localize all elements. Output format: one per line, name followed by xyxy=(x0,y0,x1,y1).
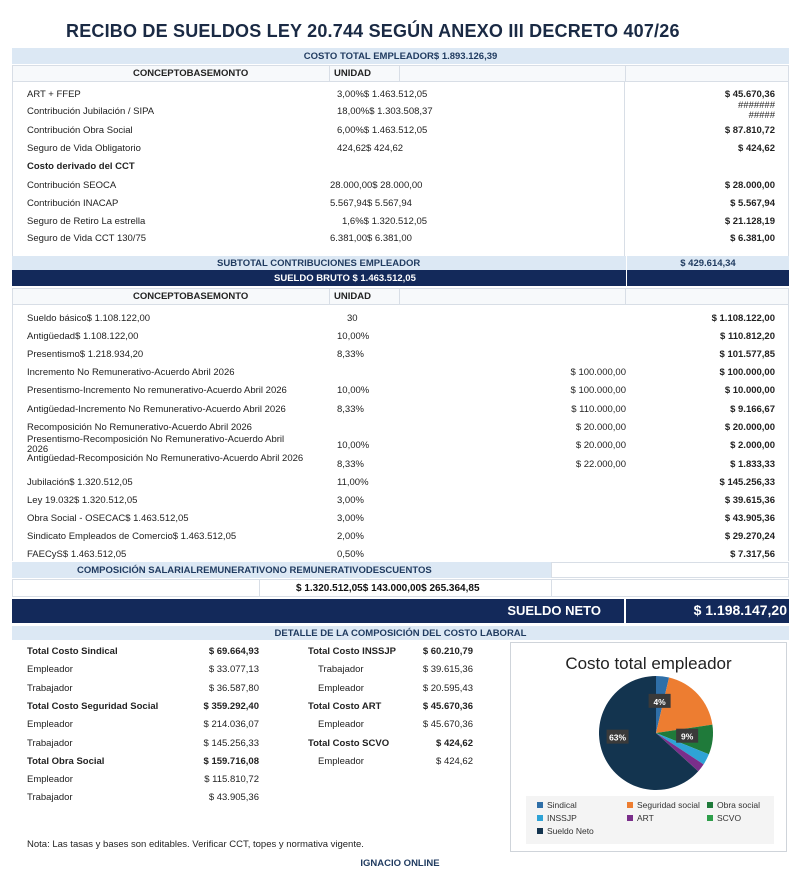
detalle-left-label: Total Costo Seguridad Social xyxy=(27,701,159,712)
detalle-left-label: Trabajador xyxy=(27,738,73,749)
row-concepto: Seguro de Vida CCT 130/75 xyxy=(27,233,147,244)
detalle-left-value: $ 69.664,93 xyxy=(208,646,259,657)
header-unidad-2: UNIDAD xyxy=(334,291,371,302)
legend-swatch xyxy=(707,802,713,808)
row-unidad: 3,00% xyxy=(337,495,364,506)
detalle-mid-value: $ 45.670,36 xyxy=(422,701,473,712)
row-monto: $ 145.256,33 xyxy=(719,477,775,488)
row-base: $ 110.000,00 xyxy=(571,404,626,415)
detalle-left-value: $ 159.716,08 xyxy=(203,756,259,767)
employer-row xyxy=(12,230,789,247)
row-concepto: Presentismo-Incremento No remunerativo-Acuerdo Abril 2026 xyxy=(27,385,287,396)
detalle-mid-label: Total Costo ART xyxy=(308,701,382,712)
legend-item xyxy=(627,813,654,823)
salary-row xyxy=(12,382,789,399)
employer-row xyxy=(12,213,789,230)
header-unidad: UNIDAD xyxy=(334,68,371,79)
detalle-mid-label: Total Costo SCVO xyxy=(308,738,390,749)
row-unidad: 28.000,00$ 28.000,00 xyxy=(330,180,423,191)
salary-row xyxy=(12,510,789,527)
row-monto: $ 7.317,56 xyxy=(730,549,775,560)
row-monto: $ 100.000,00 xyxy=(719,367,775,378)
employer-row xyxy=(12,100,789,121)
row-concepto: FAECyS$ 1.463.512,05 xyxy=(27,549,127,560)
row-concepto: Presentismo-Recomposición No Remunerativo-Acuerdo Abril 2026 xyxy=(27,434,285,455)
row-unidad: 11,00% xyxy=(337,477,369,488)
footer-brand: IGNACIO ONLINE xyxy=(360,858,440,869)
sueldo-bruto-label: SUELDO BRUTO $ 1.463.512,05 xyxy=(274,272,416,284)
pie-data-label xyxy=(607,730,629,744)
row-monto: $ 5.567,94 xyxy=(730,198,775,209)
employer-table-header xyxy=(12,65,789,82)
employer-row xyxy=(12,122,789,139)
detalle-band xyxy=(12,626,789,640)
row-unidad: 1,6%$ 1.320.512,05 xyxy=(342,216,428,227)
row-unidad: 6.381,00$ 6.381,00 xyxy=(330,233,412,244)
detalle-mid-value: $ 45.670,36 xyxy=(422,719,473,730)
row-unidad: 10,00% xyxy=(337,440,370,451)
legend-item xyxy=(707,800,760,810)
chart-title: Costo total empleador xyxy=(565,654,732,673)
detalle-left-value: $ 115.810,72 xyxy=(204,774,259,785)
row-monto: $ 2.000,00 xyxy=(730,440,775,451)
detalle-left-value: $ 359.292,40 xyxy=(203,701,259,712)
header-concepto-2: CONCEPTOBASEMONTO xyxy=(133,291,249,302)
detalle-mid-value: $ 424,62 xyxy=(436,738,473,749)
row-concepto: Seguro de Vida Obligatorio xyxy=(27,143,141,154)
row-monto: $ 43.905,36 xyxy=(724,513,775,524)
legend-label: Sueldo Neto xyxy=(547,826,594,836)
legend-item xyxy=(627,800,700,810)
legend-label: SCVO xyxy=(717,813,742,823)
row-base: $ 100.000,00 xyxy=(570,367,626,378)
salary-row xyxy=(12,364,789,381)
row-unidad: 10,00% xyxy=(337,385,370,396)
pie-data-label-text: 9% xyxy=(680,731,694,742)
salary-row xyxy=(12,474,789,491)
detalle-mid-value: $ 39.615,36 xyxy=(422,664,473,675)
detalle-mid-label: Total Costo INSSJP xyxy=(308,646,396,657)
row-concepto: Antigüedad-Incremento No Remunerativo-Acuerdo Abril 2026 xyxy=(27,404,286,415)
row-unidad: 0,50% xyxy=(337,549,364,560)
row-concepto: Antigüedad-Recomposición No Remunerativo-Acuerdo Abril 2026 xyxy=(27,453,304,464)
row-unidad: 6,00%$ 1.463.512,05 xyxy=(337,125,428,136)
note-text: Nota: Las tasas y bases son editables. Verificar CCT, topes y normativa vigente. xyxy=(27,839,364,850)
row-monto: $ 9.166,67 xyxy=(730,404,775,415)
legend-label: ART xyxy=(637,813,654,823)
subtotal-band xyxy=(12,256,789,270)
pie-data-label xyxy=(676,729,698,743)
detalle-mid-label: Empleador xyxy=(318,756,364,767)
row-unidad: 424,62$ 424,62 xyxy=(337,143,404,154)
legend-label: Sindical xyxy=(547,800,577,810)
row-unidad: 8,33% xyxy=(337,404,364,415)
row-monto: $ 1.108.122,00 xyxy=(711,313,775,324)
row-monto: ####### ##### xyxy=(738,100,775,121)
row-monto: $ 29.270,24 xyxy=(724,531,775,542)
employer-row xyxy=(12,195,789,212)
row-monto: $ 21.128,19 xyxy=(724,216,775,227)
employer-row xyxy=(12,140,789,157)
employer-row xyxy=(12,86,789,103)
legend-item xyxy=(537,826,594,836)
legend-item xyxy=(537,813,577,823)
row-unidad: 2,00% xyxy=(337,531,364,542)
header-concepto: CONCEPTOBASEMONTO xyxy=(133,68,249,79)
legend-swatch xyxy=(627,802,633,808)
row-unidad: 5.567,94$ 5.567,94 xyxy=(330,198,412,209)
row-monto: $ 87.810,72 xyxy=(724,125,775,136)
salary-row xyxy=(12,328,789,345)
row-concepto: Contribución INACAP xyxy=(27,198,119,209)
row-concepto: Incremento No Remunerativo-Acuerdo Abril 2026 xyxy=(27,367,235,378)
row-concepto: Seguro de Retiro La estrella xyxy=(27,216,146,227)
legend-item xyxy=(707,813,741,823)
row-unidad: 18,00%$ 1.303.508,37 xyxy=(337,106,433,117)
row-concepto: Presentismo$ 1.218.934,20 xyxy=(27,349,144,360)
detalle-mid-label: Empleador xyxy=(318,683,364,694)
salary-row xyxy=(12,453,789,473)
detalle-left-label: Empleador xyxy=(27,664,73,675)
composicion-values: $ 1.320.512,05$ 143.000,00$ 265.364,85 xyxy=(296,583,480,594)
salary-row xyxy=(12,546,789,563)
row-monto: $ 6.381,00 xyxy=(730,233,775,244)
detalle-left-value: $ 145.256,33 xyxy=(203,738,259,749)
pie-data-label xyxy=(649,694,671,708)
row-unidad: 3,00% xyxy=(337,513,364,524)
detalle-left-label: Trabajador xyxy=(27,792,73,803)
row-monto: $ 424,62 xyxy=(738,143,775,154)
detalle-mid-value: $ 60.210,79 xyxy=(422,646,473,657)
detalle-mid-label: Trabajador xyxy=(318,664,364,675)
row-monto: $ 20.000,00 xyxy=(724,422,775,433)
salary-row xyxy=(12,492,789,509)
legend-swatch xyxy=(537,828,543,834)
employer-row xyxy=(12,177,789,194)
sueldo-neto-label: SUELDO NETO xyxy=(507,603,601,618)
row-monto: $ 110.812,20 xyxy=(720,331,775,342)
legend-swatch xyxy=(707,815,713,821)
row-concepto: Obra Social - OSECAC$ 1.463.512,05 xyxy=(27,513,189,524)
detalle-left-label: Empleador xyxy=(27,774,73,785)
row-unidad: 8,33% xyxy=(337,349,364,360)
row-concepto: Sueldo básico$ 1.108.122,00 xyxy=(27,313,151,324)
row-base: $ 20.000,00 xyxy=(575,422,626,433)
detalle-mid-value: $ 20.595,43 xyxy=(422,683,473,694)
row-concepto: Ley 19.032$ 1.320.512,05 xyxy=(27,495,138,506)
row-base: $ 100.000,00 xyxy=(570,385,626,396)
salary-row xyxy=(12,310,789,327)
composicion-label: COMPOSICIÓN SALARIALREMUNERATIVONO REMUNERATIVODESCUENTOS xyxy=(77,564,432,576)
sueldo-bruto-band xyxy=(12,270,789,286)
detalle-label: DETALLE DE LA COMPOSICIÓN DEL COSTO LABORAL xyxy=(274,627,527,639)
pie-chart xyxy=(511,643,788,793)
row-concepto: Sindicato Empleados de Comercio$ 1.463.512,05 xyxy=(27,531,237,542)
legend-label: Seguridad social xyxy=(637,800,700,810)
row-concepto: Antigüedad$ 1.108.122,00 xyxy=(27,331,139,342)
composicion-band xyxy=(12,562,789,578)
sueldo-neto-value: $ 1.198.147,20 xyxy=(693,602,787,618)
detalle-mid-label: Empleador xyxy=(318,719,364,730)
row-base: $ 22.000,00 xyxy=(575,459,626,470)
row-monto: $ 10.000,00 xyxy=(724,385,775,396)
row-base: $ 20.000,00 xyxy=(575,440,626,451)
row-monto: $ 39.615,36 xyxy=(724,495,775,506)
composicion-values-row xyxy=(12,579,789,597)
detalle-mid-value: $ 424,62 xyxy=(436,756,473,767)
legend-swatch xyxy=(537,802,543,808)
row-unidad: 3,00%$ 1.463.512,05 xyxy=(337,89,428,100)
salary-row xyxy=(12,528,789,545)
employer-row xyxy=(12,158,789,175)
row-unidad: 8,33% xyxy=(337,459,364,470)
detalle-left-label: Trabajador xyxy=(27,683,73,694)
pie-data-label-text: 4% xyxy=(653,696,666,707)
row-concepto: Costo derivado del CCT xyxy=(27,161,135,172)
pie-chart-panel xyxy=(510,642,787,852)
row-concepto: Contribución Obra Social xyxy=(27,125,133,136)
costo-total-band xyxy=(12,48,789,64)
salary-row xyxy=(12,401,789,418)
sueldo-neto-bar xyxy=(12,599,789,623)
row-monto: $ 45.670,36 xyxy=(724,89,775,100)
detalle-left-label: Total Obra Social xyxy=(27,756,105,767)
page-title: RECIBO DE SUELDOS LEY 20.744 SEGÚN ANEXO III DECRETO 407/26 xyxy=(66,21,680,41)
row-monto: $ 28.000,00 xyxy=(724,180,775,191)
row-monto: $ 1.833,33 xyxy=(730,459,775,470)
salary-table-header xyxy=(12,288,789,305)
row-unidad: 30 xyxy=(347,313,358,324)
row-unidad: 10,00% xyxy=(337,331,370,342)
row-concepto: Contribución SEOCA xyxy=(27,180,117,191)
detalle-left-value: $ 33.077,13 xyxy=(208,664,259,675)
salary-row xyxy=(12,346,789,363)
pie-data-label-text: 63% xyxy=(609,732,627,743)
row-concepto: Recomposición No Remunerativo-Acuerdo Abril 2026 xyxy=(27,422,252,433)
detalle-left-value: $ 36.587,80 xyxy=(208,683,259,694)
row-concepto: Contribución Jubilación / SIPA xyxy=(27,106,155,117)
legend-item xyxy=(537,800,577,810)
subtotal-value: $ 429.614,34 xyxy=(680,257,736,269)
row-monto: $ 101.577,85 xyxy=(719,349,775,360)
row-concepto: ART + FFEP xyxy=(27,89,81,100)
detalle-left-label: Total Costo Sindical xyxy=(27,646,118,657)
detalle-left-label: Empleador xyxy=(27,719,73,730)
detalle-left-value: $ 43.905,36 xyxy=(208,792,259,803)
legend-label: INSSJP xyxy=(547,813,577,823)
salary-row xyxy=(12,434,789,455)
legend-swatch xyxy=(627,815,633,821)
subtotal-label: SUBTOTAL CONTRIBUCIONES EMPLEADOR xyxy=(217,257,421,269)
legend-swatch xyxy=(537,815,543,821)
detalle-left-value: $ 214.036,07 xyxy=(203,719,259,730)
costo-total-label: COSTO TOTAL EMPLEADOR$ 1.893.126,39 xyxy=(303,50,498,62)
row-concepto: Jubilación$ 1.320.512,05 xyxy=(27,477,133,488)
legend-label: Obra social xyxy=(717,800,760,810)
